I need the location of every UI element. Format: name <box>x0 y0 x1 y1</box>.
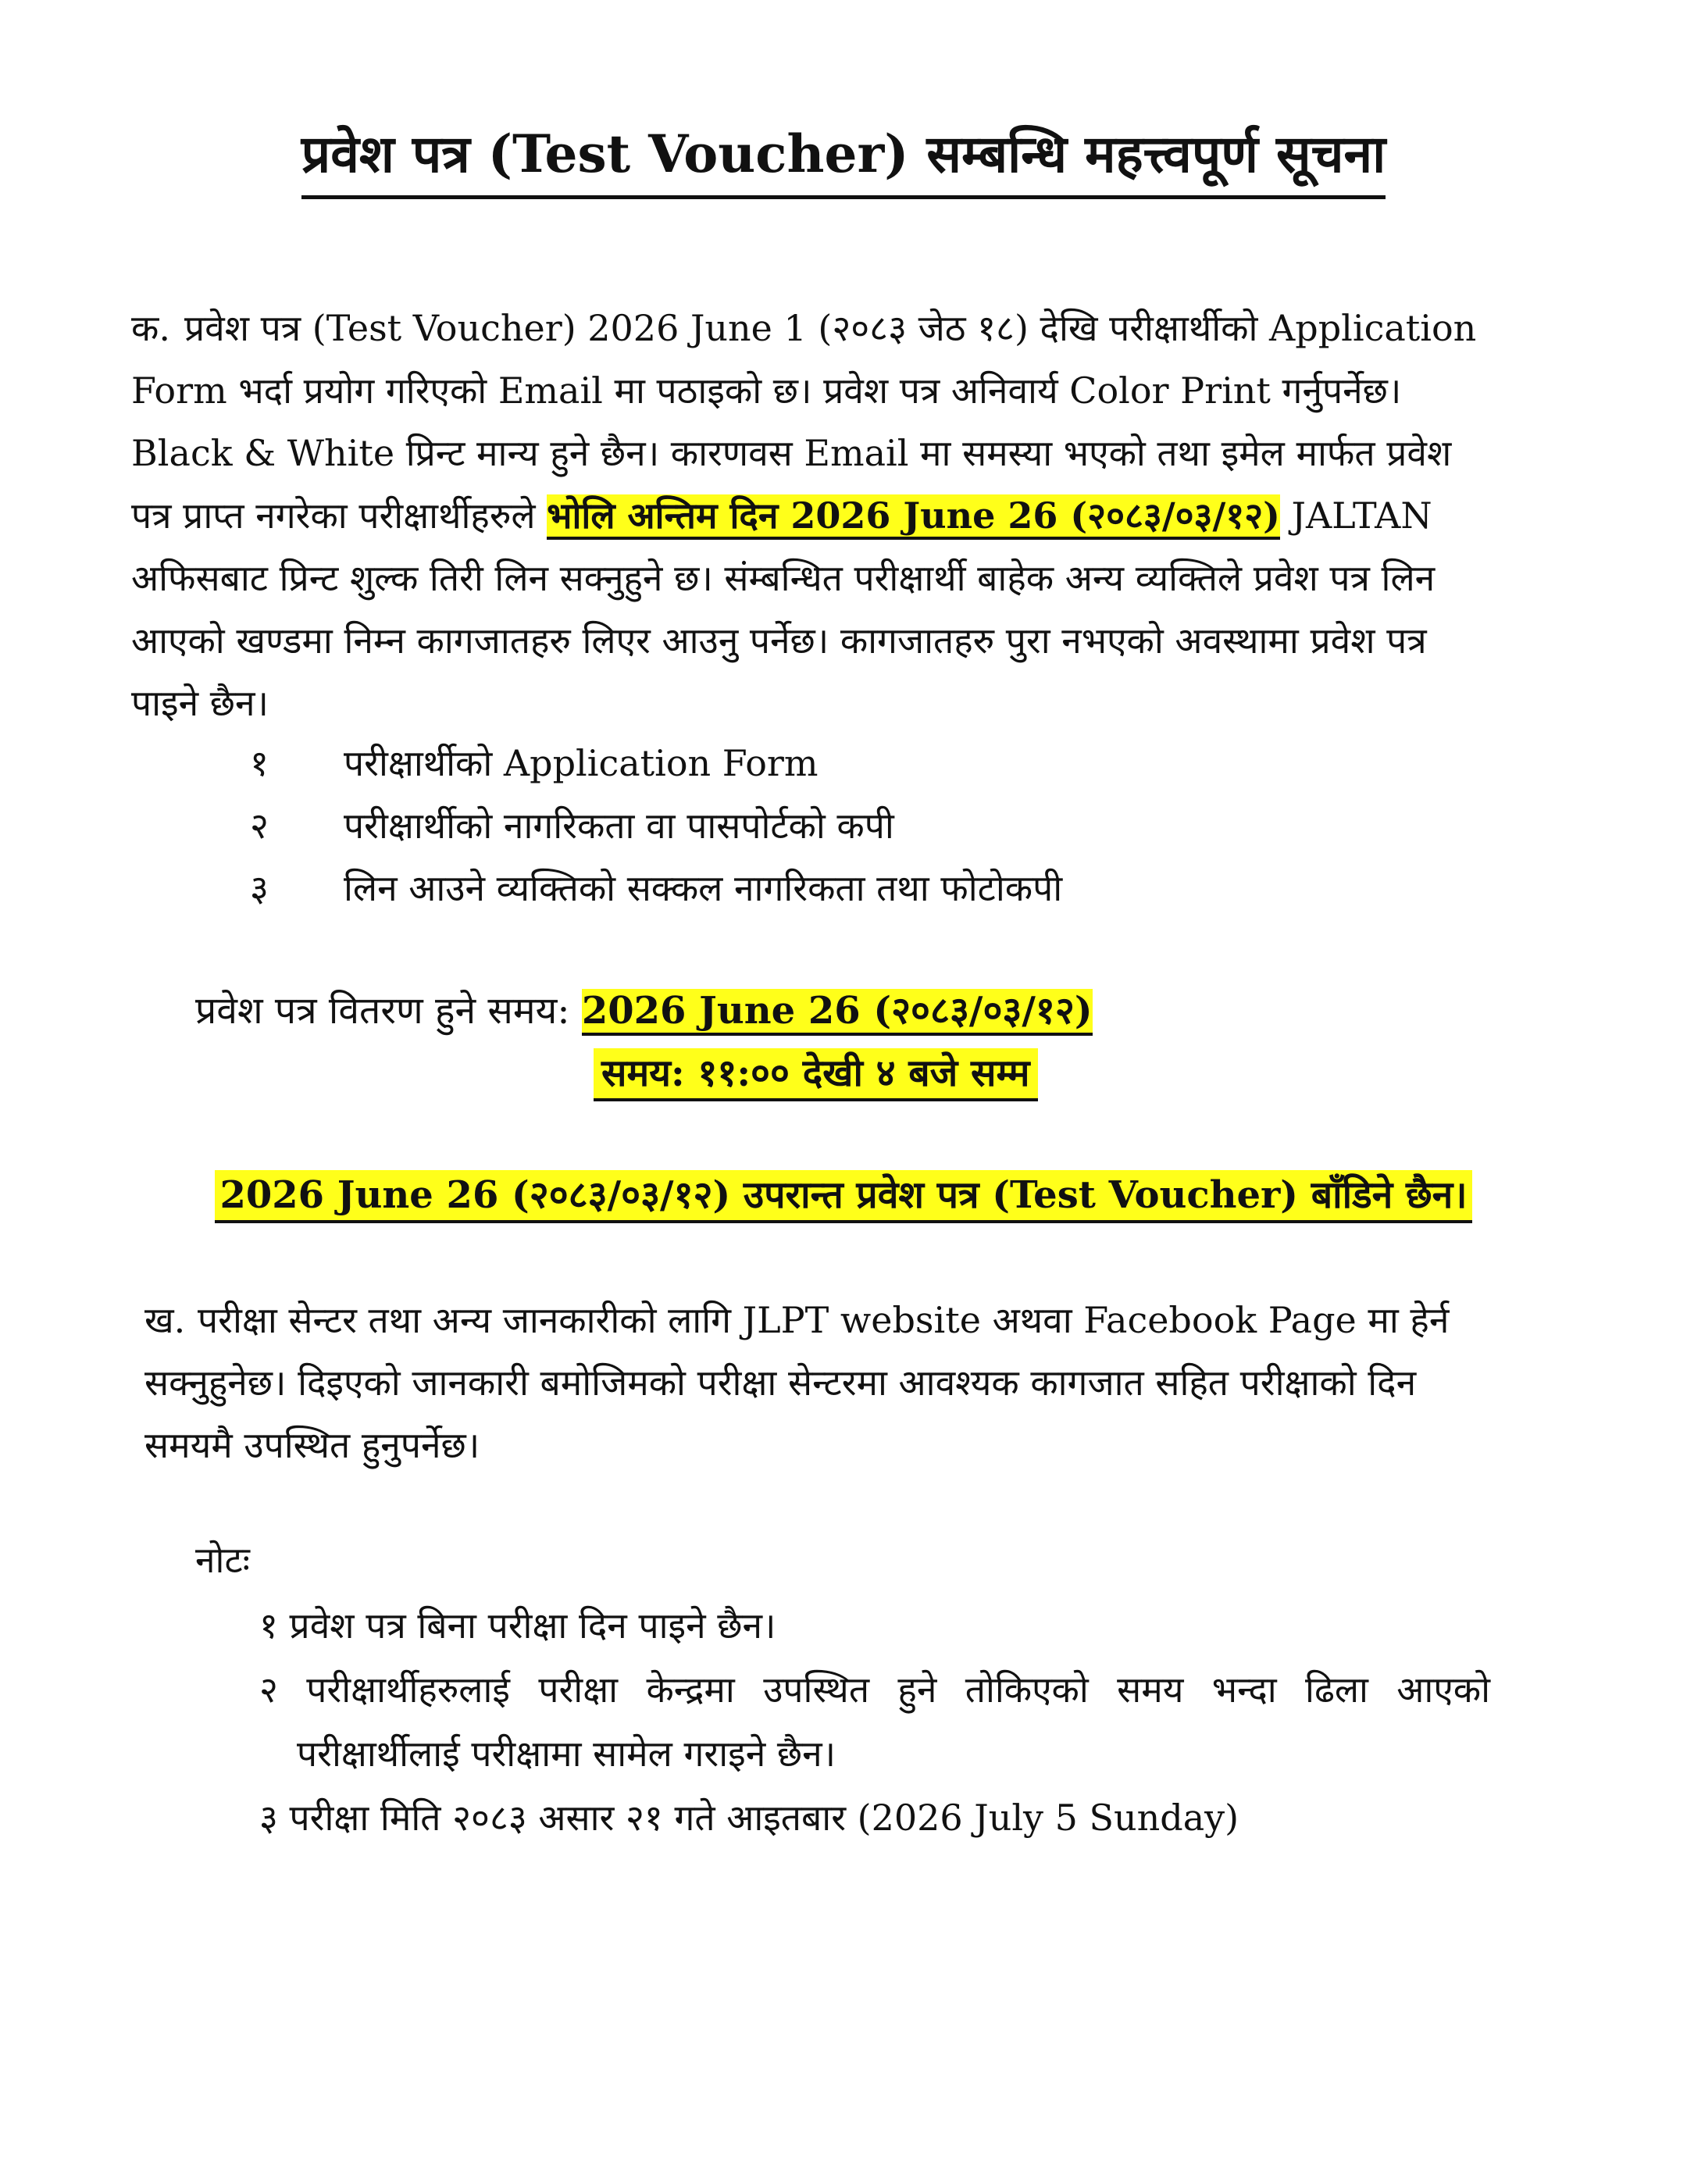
note-heading: नोटः <box>195 1539 250 1581</box>
note-item <box>259 1593 1490 1658</box>
note-item-text: परीक्षा मिति २०८३ असार २१ गते आइतबार (2026 July 5 Sunday) <box>289 1797 1239 1839</box>
note-item <box>259 1786 1490 1850</box>
list-item <box>250 732 1343 794</box>
section-kha <box>144 1289 1488 1476</box>
note-item <box>259 1658 1490 1786</box>
note-item-number: २ <box>259 1668 278 1711</box>
list-item-text: परीक्षार्थीको नागरिकता वा पासपोर्टको कपी <box>344 805 894 847</box>
section-ka <box>131 297 1490 734</box>
section-ka-text-1: प्रवेश पत्र (Test Voucher) 2026 June 1 (२०८३ जेठ १८) देखि परीक्षार्थीको Application Form भर्दा प्रयोग गरिएको Email मा पठाइको छ। प्रवेश पत्र अनिवार्य Color Print गर्नुपर्नेछ। Black & White प्रिन्ट मान्य हुने छैन। कारणवस Email मा समस्या भएको तथा इमेल मार्फत प्रवेश पत्र प्राप्त नगरेका परीक्षार्थीहरुले <box>131 307 1477 537</box>
note-item-line-1-row <box>259 1658 1490 1722</box>
list-item-number: ३ <box>250 867 269 909</box>
closing-notice-text: 2026 June 26 (२०८३/०३/१२) उपरान्त प्रवेश पत्र (Test Voucher) बाँडिने छैन। <box>215 1170 1471 1223</box>
requirements-list <box>250 732 1343 919</box>
last-day-highlight: भोलि अन्तिम दिन 2026 June 26 (२०८३/०३/१२) <box>547 494 1280 540</box>
closing-notice <box>0 1164 1687 1226</box>
distribution-label: प्रवेश पत्र वितरण हुने समय: <box>195 989 570 1033</box>
section-ka-label: क. <box>131 307 170 349</box>
list-item-number: २ <box>250 805 269 847</box>
distribution-time: समय: ११:०० देखी ४ बजे सम्म <box>594 1048 1038 1101</box>
section-kha-label: ख. <box>144 1299 186 1341</box>
distribution-date-line <box>195 980 1093 1041</box>
list-item <box>250 857 1343 919</box>
note-item-line-1: परीक्षार्थीहरुलाई परीक्षा केन्द्रमा उपस्थित हुने तोकिएको समय भन्दा ढिला आएको <box>306 1668 1491 1711</box>
list-item-text: लिन आउने व्यक्तिको सक्कल नागरिकता तथा फोटोकपी <box>344 867 1063 909</box>
notes-list <box>259 1593 1490 1850</box>
distribution-time-line <box>594 1043 1038 1104</box>
section-ka-text-2: JALTAN अफिसबाट प्रिन्ट शुल्क तिरी लिन सक्नुहुने छ। संम्बन्धित परीक्षार्थी बाहेक अन्य व्यक्तिले प्रवेश पत्र लिन आएको खण्डमा निम्न कागजातहरु लिएर आउनु पर्नेछ। कागजातहरु पुरा नभएको अवस्थामा प्रवेश पत्र पाइने छैन। <box>131 494 1436 724</box>
note-item-line-2: परीक्षार्थीलाई परीक्षामा सामेल गराइने छैन। <box>297 1733 836 1775</box>
note-item-number: १ <box>259 1604 278 1647</box>
note-item-text: प्रवेश पत्र बिना परीक्षा दिन पाइने छैन। <box>289 1604 776 1647</box>
distribution-date: 2026 June 26 (२०८३/०३/१२) <box>582 989 1093 1036</box>
list-item <box>250 794 1343 857</box>
list-item-number: १ <box>250 742 269 784</box>
notice-title-text: प्रवेश पत्र (Test Voucher) सम्बन्धि महत्त्वपूर्ण सूचना <box>301 117 1386 199</box>
list-item-text: परीक्षार्थीको Application Form <box>344 742 819 784</box>
notice-title <box>0 117 1687 199</box>
note-item-number: ३ <box>259 1797 278 1839</box>
section-kha-text: परीक्षा सेन्टर तथा अन्य जानकारीको लागि JLPT website अथवा Facebook Page मा हेर्न सक्नुहुनेछ। दिइएको जानकारी बमोजिमको परीक्षा सेन्टरमा आवश्यक कागजात सहित परीक्षाको दिन समयमै उपस्थित हुनुपर्नेछ। <box>144 1299 1450 1466</box>
